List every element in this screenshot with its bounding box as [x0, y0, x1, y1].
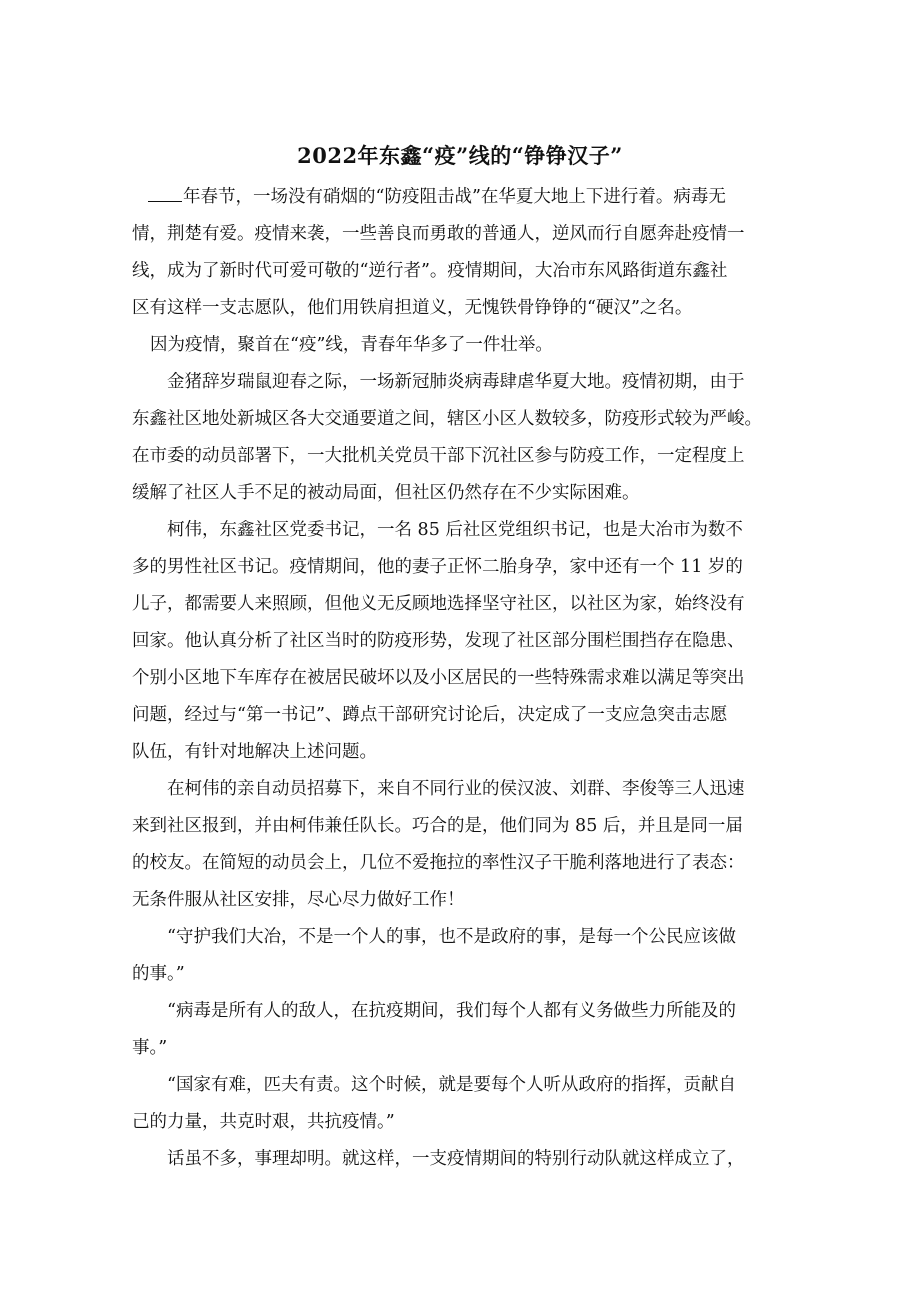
text-line-13: 回家。他认真分析了社区当时的防疫形势，发现了社区部分围栏围挡存在隐患、 — [132, 631, 745, 651]
text-line-9: 缓解了社区人手不足的被动局面，但社区仍然存在不少实际困难。 — [132, 483, 640, 503]
text-line-12: 儿子，都需要人来照顾，但他义无反顾地选择坚守社区，以社区为家，始终没有 — [132, 594, 745, 614]
text-line-6: 金猪辞岁瑞鼠迎春之际，一场新冠肺炎病毒肆虐华夏大地。疫情初期，由于 — [167, 372, 745, 392]
text-line-14: 个别小区地下车库存在被居民破坏以及小区居民的一些特殊需求难以满足等突出 — [132, 668, 745, 688]
text-line-22: 的事。” — [132, 964, 185, 984]
text-line-25: “国家有难，匹夫有责。这个时候，就是要每个人听从政府的指挥，贡献自 — [167, 1075, 736, 1095]
text-line-19: 的校友。在简短的动员会上，几位不爱拖拉的率性汉子干脆利落地进行了表态： — [132, 853, 745, 873]
text-line-4: 区有这样一支志愿队，他们用铁肩担道义，无愧铁骨铮铮的“硬汉”之名。 — [132, 298, 693, 318]
text-line-8: 在市委的动员部署下，一大批机关党员干部下沉社区参与防疫工作，一定程度上 — [132, 446, 745, 466]
text-line-2: 情，荆楚有爱。疫情来袭，一些善良而勇敢的普通人，逆风而行自愿奔赴疫情一 — [132, 224, 745, 244]
text-line-15: 问题，经过与“第一书记”、蹲点干部研究讨论后，决定成了一支应急突击志愿 — [132, 705, 728, 725]
text-line-24: 事。” — [132, 1038, 168, 1058]
text-line-27: 话虽不多，事理却明。就这样，一支疫情期间的特别行动队就这样成立了， — [167, 1149, 745, 1169]
document-title: 2022年东鑫“疫”线的“铮铮汉子” — [297, 143, 623, 168]
text-line-1-text: 年春节，一场没有硝烟的“防疫阻击战”在华夏大地上下进行着。病毒无 — [183, 187, 726, 207]
text-line-11: 多的男性社区书记。疫情期间，他的妻子正怀二胎身孕，家中还有一个 11 岁的 — [132, 557, 743, 577]
text-line-18: 来到社区报到，并由柯伟兼任队长。巧合的是，他们同为 85 后，并且是同一届 — [132, 816, 743, 836]
text-line-1 — [132, 183, 726, 211]
text-line-21: “守护我们大冶，不是一个人的事，也不是政府的事，是每一个公民应该做 — [167, 927, 736, 947]
text-line-26: 己的力量，共克时艰，共抗疫情。” — [132, 1112, 395, 1132]
text-line-3: 线，成为了新时代可爱可敬的“逆行者”。疫情期间，大冶市东风路街道东鑫社 — [132, 261, 728, 281]
text-line-20: 无条件服从社区安排，尽心尽力做好工作！ — [132, 890, 465, 910]
text-line-10: 柯伟，东鑫社区党委书记，一名 85 后社区党组织书记，也是大冶市为数不 — [167, 520, 743, 540]
text-line-7: 东鑫社区地处新城区各大交通要道之间，辖区小区人数较多，防疫形式较为严峻。 — [132, 409, 762, 429]
text-line-5: 因为疫情，聚首在“疫”线，青春年华多了一件壮举。 — [150, 335, 553, 355]
text-line-16: 队伍，有针对地解决上述问题。 — [132, 742, 377, 762]
text-line-17: 在柯伟的亲自动员招募下，来自不同行业的侯汉波、刘群、李俊等三人迅速 — [167, 779, 745, 799]
year-blank — [148, 185, 182, 202]
text-line-23: “病毒是所有人的敌人，在抗疫期间，我们每个人都有义务做些力所能及的 — [167, 1001, 736, 1021]
